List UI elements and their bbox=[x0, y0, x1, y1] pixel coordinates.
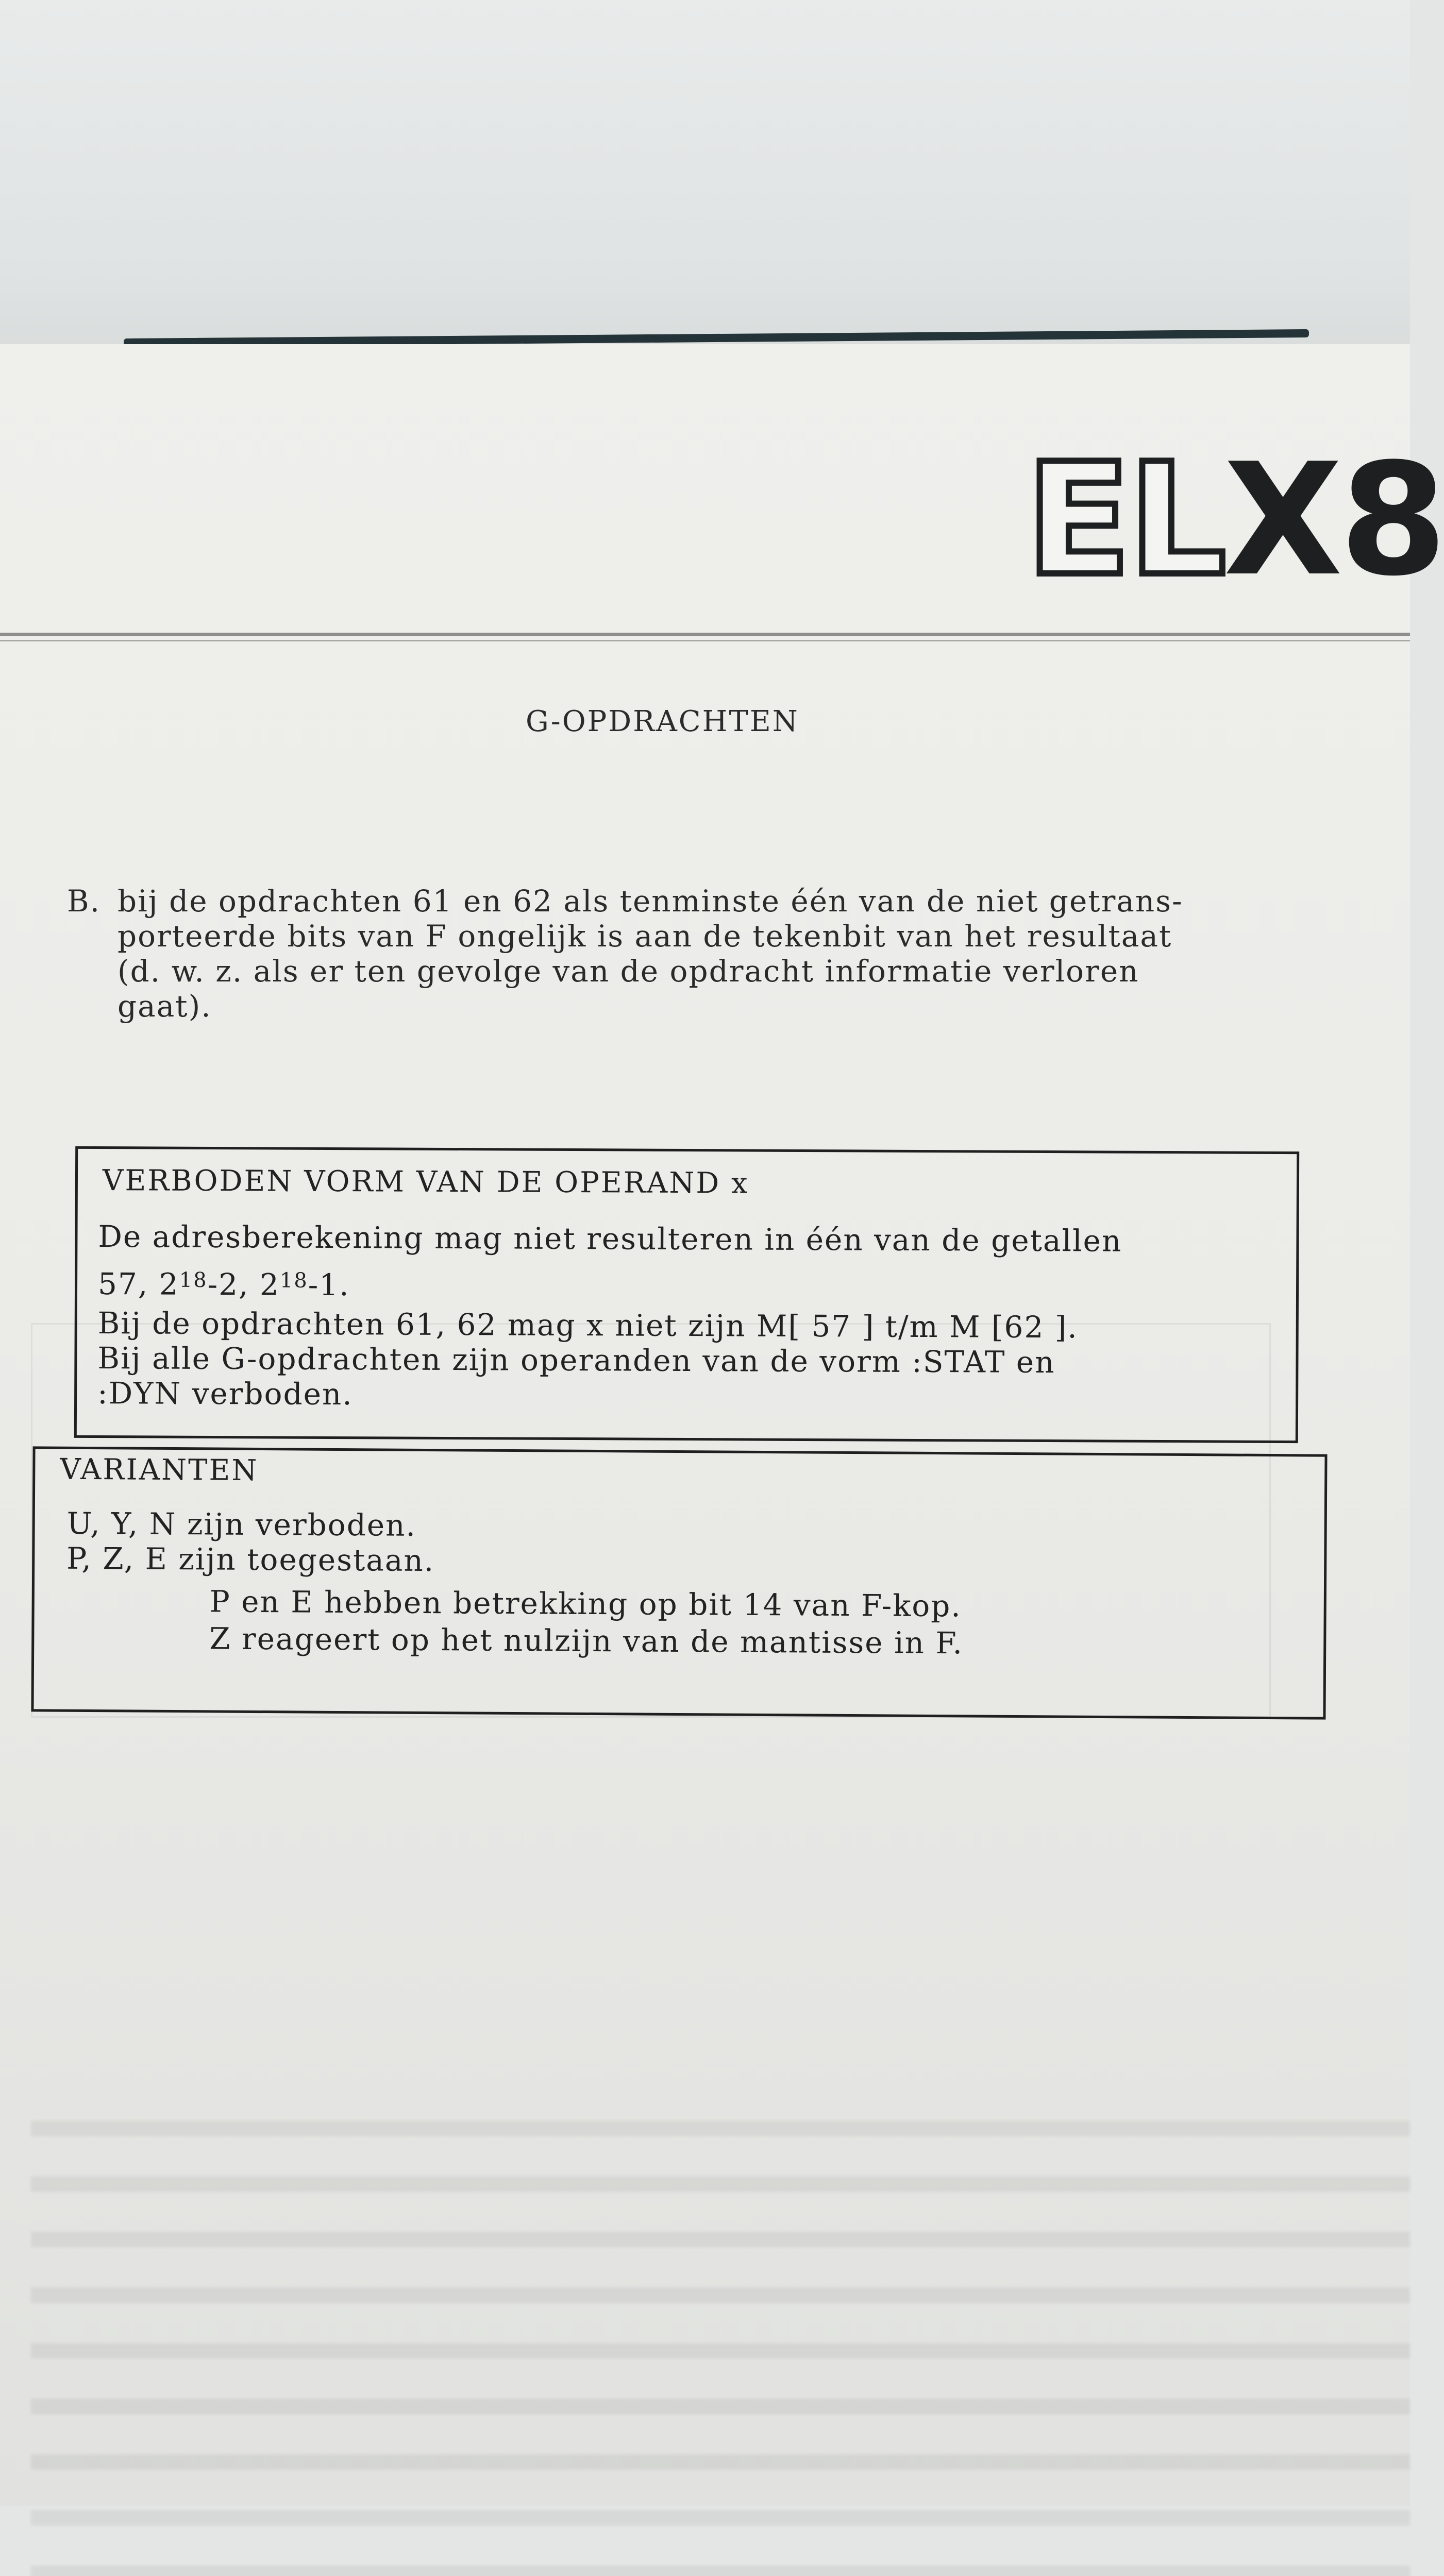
box-line: Bij alle G-opdrachten zijn operanden van de vorm :STAT en bbox=[97, 1341, 1055, 1380]
powers-part: 57, 2 bbox=[97, 1266, 179, 1302]
box-line: De adresberekening mag niet resulteren in één van de getallen bbox=[98, 1219, 1122, 1259]
box-line: Z reageert op het nulzijn van de mantisse in F. bbox=[209, 1621, 964, 1661]
paragraph-marker: B. bbox=[67, 884, 101, 919]
box-line: U, Y, N zijn verboden. bbox=[66, 1505, 417, 1543]
paragraph-b bbox=[67, 884, 1294, 1024]
paragraph-line: bij de opdrachten 61 en 62 als tenminste één van de niet getrans- bbox=[117, 884, 1183, 919]
box-line: P, Z, E zijn toegestaan. bbox=[66, 1540, 435, 1579]
logo-outline-letters: EL bbox=[1026, 430, 1224, 610]
paragraph-line: (d. w. z. als er ten gevolge van de opdracht informatie verloren bbox=[117, 954, 1139, 989]
header-rule bbox=[0, 633, 1410, 636]
exponent: 18 bbox=[279, 1268, 308, 1293]
box-title: VERBODEN VORM VAN DE OPERAND x bbox=[102, 1164, 749, 1200]
box-line-powers bbox=[98, 1267, 350, 1301]
bleed-through-text bbox=[31, 2080, 1410, 2576]
paragraph-line: porteerde bits van F ongelijk is aan de tekenbit van het resultaat bbox=[117, 919, 1172, 954]
exponent: 18 bbox=[179, 1268, 208, 1292]
powers-part: -2, 2 bbox=[207, 1266, 280, 1302]
powers-part: -1. bbox=[308, 1267, 350, 1303]
verboden-vorm-box bbox=[74, 1146, 1299, 1443]
elx8-logo bbox=[1026, 430, 1444, 610]
section-title: G-OPDRACHTEN bbox=[526, 705, 799, 738]
box-line: P en E hebben betrekking op bit 14 van F-kop. bbox=[209, 1584, 962, 1624]
box-line: :DYN verboden. bbox=[97, 1376, 353, 1412]
paragraph-line: gaat). bbox=[117, 989, 212, 1024]
box-title: VARIANTEN bbox=[60, 1452, 259, 1488]
header-rule-secondary bbox=[0, 640, 1410, 641]
box-line: Bij de opdrachten 61, 62 mag x niet zijn M[ 57 ] t/m M [62 ]. bbox=[97, 1306, 1078, 1345]
logo-solid-letters: X8 bbox=[1223, 430, 1444, 610]
varianten-box bbox=[31, 1446, 1327, 1719]
